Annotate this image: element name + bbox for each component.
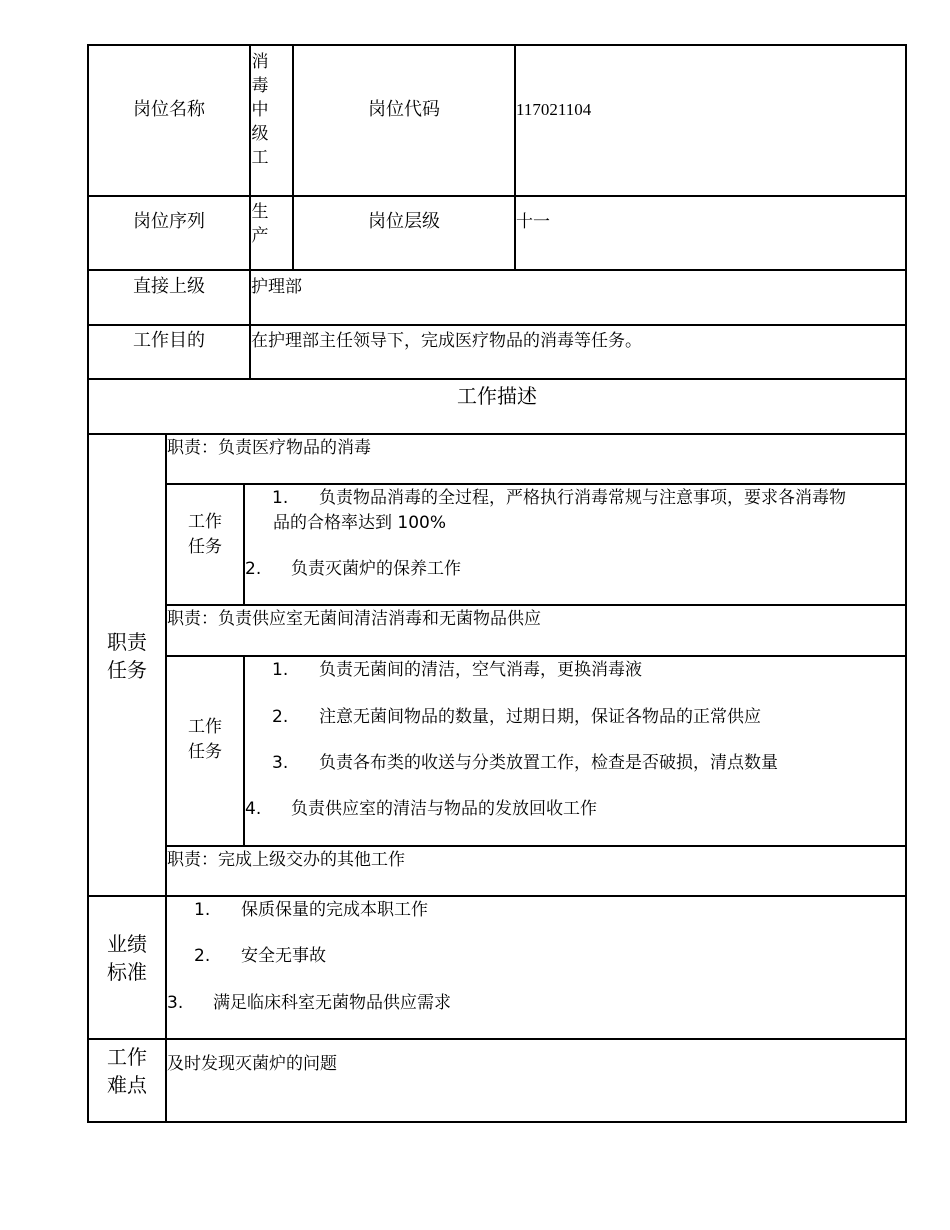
row-divider [165, 845, 907, 847]
post-series-label: 岗位序列 [133, 211, 205, 232]
performance-text: 满足临床科室无菌物品供应需求 [213, 993, 451, 1013]
superior-value: 护理部 [251, 277, 302, 297]
superior-label: 直接上级 [133, 276, 205, 297]
task-number: 3. [272, 753, 289, 773]
difficulty-label: 工作难点 [107, 1045, 147, 1097]
row-divider [165, 604, 907, 606]
col-divider [243, 483, 245, 605]
task-label: 工作任务 [188, 512, 222, 557]
task-label: 工作任务 [188, 717, 222, 762]
post-name-value: 消毒中级工 [251, 52, 269, 168]
purpose-value: 在护理部主任领导下，完成医疗物品的消毒等任务。 [251, 331, 642, 351]
performance-text: 安全无事故 [241, 946, 326, 966]
row-divider [165, 483, 907, 485]
task-number: 1. [272, 488, 289, 508]
table-border-bottom [87, 1121, 907, 1123]
post-code-value: 117021104 [516, 100, 592, 119]
table-border-top [87, 44, 907, 46]
post-series-value: 生产 [251, 202, 269, 246]
task-text: 品的合格率达到 100% [273, 513, 447, 533]
post-name-label: 岗位名称 [133, 99, 205, 120]
col-divider [292, 44, 294, 270]
row-divider [87, 378, 907, 380]
post-level-value: 十一 [516, 212, 550, 232]
row-divider [87, 433, 907, 435]
duty-title: 职责：负责医疗物品的消毒 [167, 438, 371, 458]
performance-label: 业绩标准 [107, 932, 147, 984]
table-border-right [905, 44, 907, 1123]
performance-number: 2. [194, 946, 211, 966]
row-divider [87, 895, 907, 897]
post-level-label: 岗位层级 [368, 211, 440, 232]
task-text: 负责灭菌炉的保养工作 [291, 559, 461, 579]
duty-title: 职责：完成上级交办的其他工作 [167, 850, 405, 870]
task-number: 1. [272, 660, 289, 680]
row-divider [87, 1038, 907, 1040]
performance-text: 保质保量的完成本职工作 [241, 900, 428, 920]
difficulty-value: 及时发现灭菌炉的问题 [167, 1054, 337, 1074]
task-text: 负责物品消毒的全过程，严格执行消毒常规与注意事项，要求各消毒物 [319, 488, 846, 508]
row-divider [87, 269, 907, 271]
row-divider [165, 655, 907, 657]
row-divider [87, 324, 907, 326]
performance-number: 3. [167, 993, 184, 1013]
task-number: 2. [245, 559, 262, 579]
task-number: 2. [272, 707, 289, 727]
purpose-label: 工作目的 [133, 330, 205, 351]
task-text: 负责供应室的清洁与物品的发放回收工作 [291, 799, 597, 819]
description-title: 工作描述 [457, 384, 537, 408]
task-number: 4. [245, 799, 262, 819]
task-text: 注意无菌间物品的数量，过期日期，保证各物品的正常供应 [319, 707, 761, 727]
duties-label: 职责任务 [107, 630, 147, 682]
post-code-label: 岗位代码 [368, 99, 440, 120]
performance-number: 1. [194, 900, 211, 920]
row-divider [87, 195, 907, 197]
task-text: 负责无菌间的清洁，空气消毒，更换消毒液 [319, 660, 642, 680]
task-text: 负责各布类的收送与分类放置工作，检查是否破损，清点数量 [319, 753, 778, 773]
col-divider [514, 44, 516, 270]
duty-title: 职责：负责供应室无菌间清洁消毒和无菌物品供应 [167, 609, 541, 629]
